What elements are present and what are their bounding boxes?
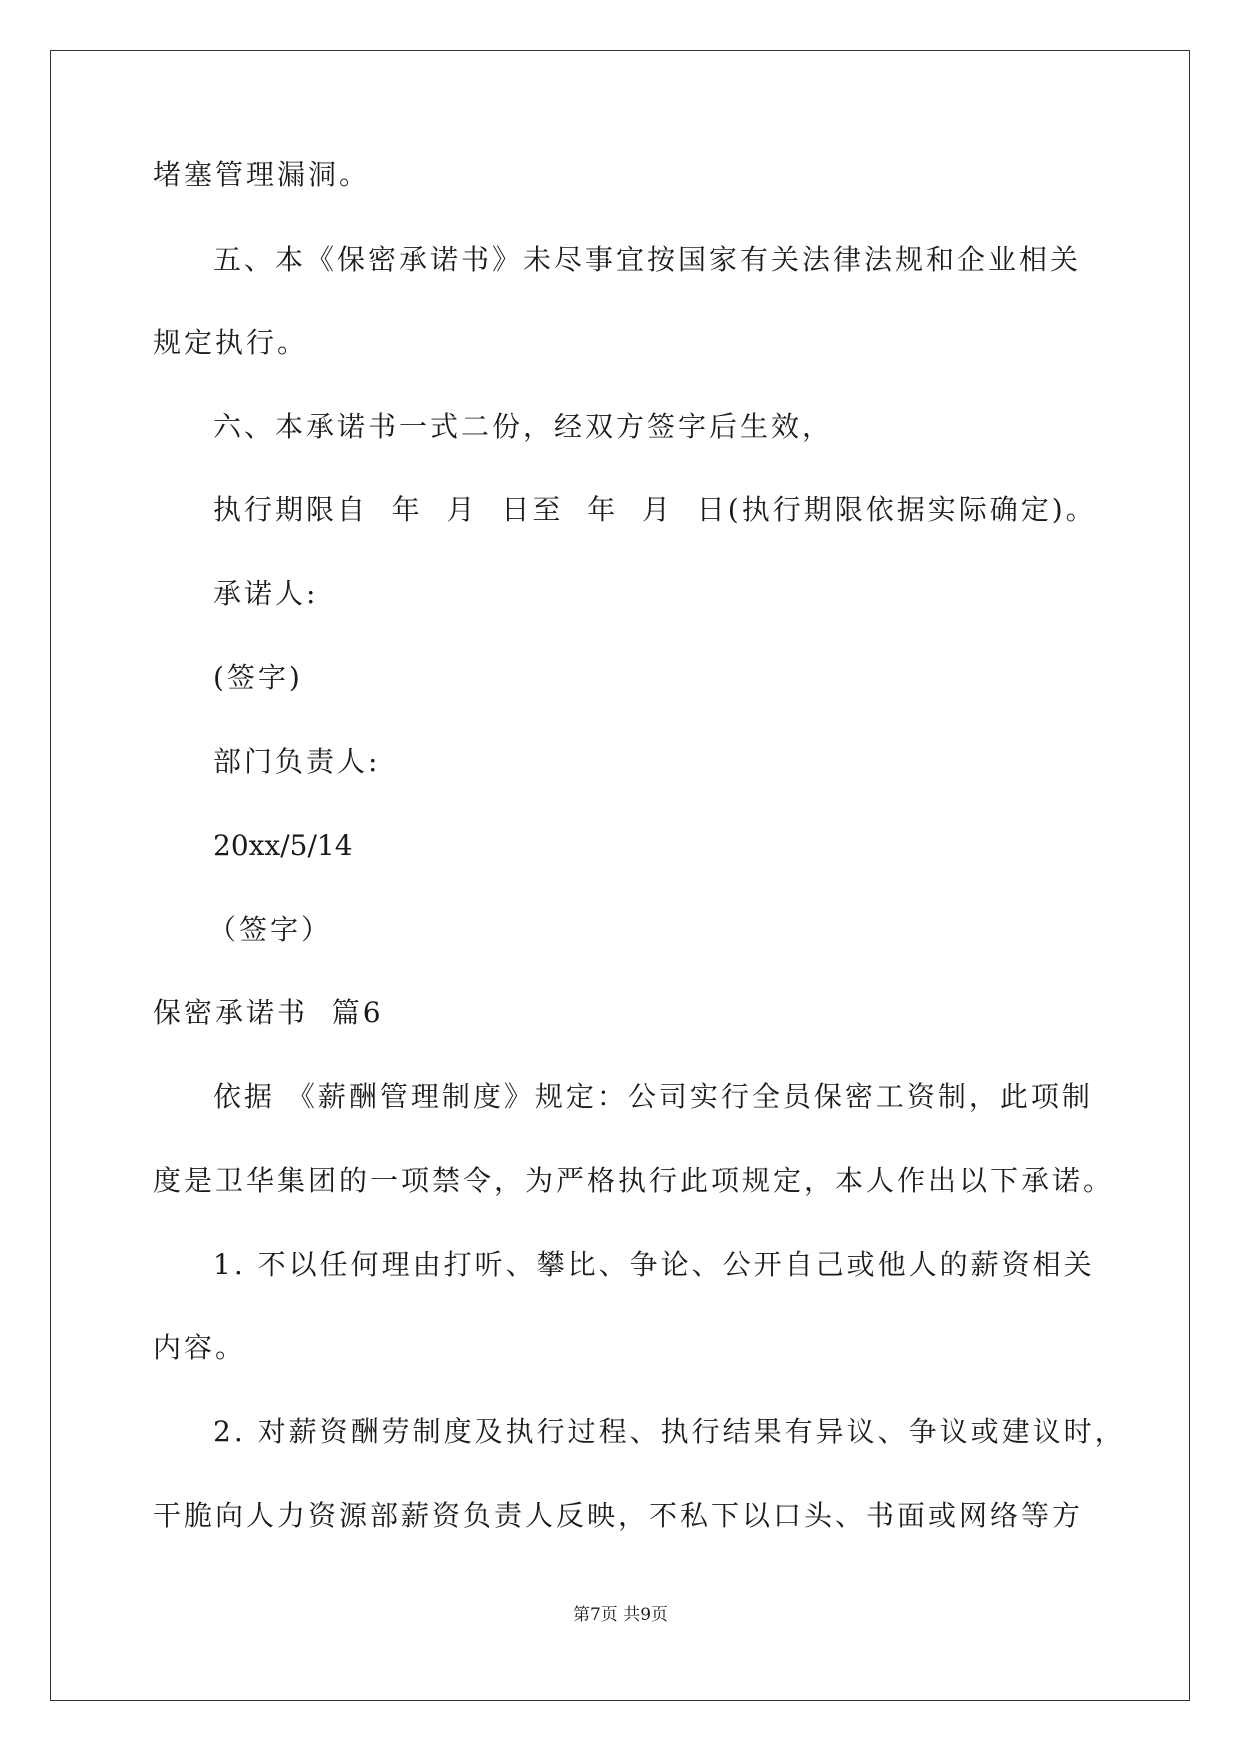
text-line: 六、本承诺书一式二份，经双方签字后生效， (213, 410, 834, 443)
text-line: 堵塞管理漏洞。 (153, 158, 371, 191)
text-line: 依据 《薪酬管理制度》规定：公司实行全员保密工资制，此项制 (213, 1080, 1093, 1113)
text-line: 度是卫华集团的一项禁令，为严格执行此项规定，本人作出以下承诺。 (153, 1164, 1115, 1197)
text-line: 部门负责人: (213, 745, 381, 778)
section-heading: 保密承诺书 篇6 (153, 996, 384, 1029)
text-line: （签字） (208, 913, 333, 946)
text-line: 执行期限自 年 月 日至 年 月 日(执行期限依据实际确定)。 (213, 493, 1097, 526)
text-line: 20xx/5/14 (213, 829, 353, 862)
page-number-footer: 第7页 共9页 (572, 1605, 669, 1625)
text-line: 五、本《保密承诺书》未尽事宜按国家有关法律法规和企业相关 (213, 243, 1082, 276)
page-border (50, 50, 1190, 1701)
text-line: (签字) (213, 661, 303, 694)
text-line: 承诺人: (213, 577, 319, 610)
text-line: 规定执行。 (153, 326, 309, 359)
text-line: 1. 不以任何理由打听、攀比、争论、公开自己或他人的薪资相关 (213, 1248, 1095, 1281)
text-line: 内容。 (153, 1331, 247, 1364)
text-line: 干脆向人力资源部薪资负责人反映，不私下以口头、书面或网络等方 (153, 1499, 1084, 1532)
text-line: 2. 对薪资酬劳制度及执行过程、执行结果有异议、争议或建议时， (213, 1415, 1126, 1448)
